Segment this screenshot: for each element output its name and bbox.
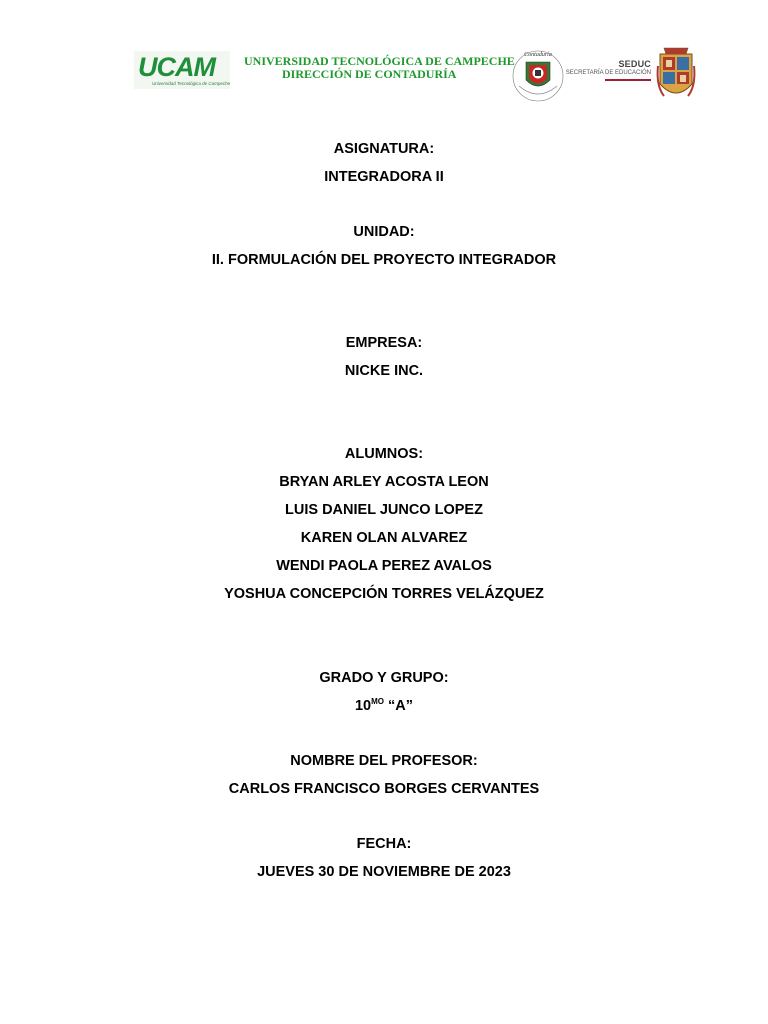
- company-value: NICKE INC.: [344, 363, 424, 379]
- subject-value: INTEGRADORA II: [324, 169, 444, 185]
- ucam-logo: [134, 51, 230, 89]
- seduc-subtitle: SECRETARÍA DE EDUCACIÓN: [565, 70, 651, 76]
- teacher-label: NOMBRE DEL PROFESOR:: [290, 753, 478, 769]
- seduc-logo: [565, 59, 651, 83]
- grade-number: 10: [354, 698, 372, 714]
- date-value: JUEVES 30 DE NOVIEMBRE DE 2023: [257, 864, 511, 880]
- document-header: [0, 0, 768, 120]
- campeche-crest-icon: [656, 46, 696, 104]
- unit-label: UNIDAD:: [353, 224, 415, 240]
- unit-value: II. FORMULACIÓN DEL PROYECTO INTEGRADOR: [211, 252, 557, 268]
- grade-group: “A”: [384, 698, 414, 714]
- subject-label: ASIGNATURA:: [333, 141, 435, 157]
- student-name: WENDI PAOLA PEREZ AVALOS: [276, 558, 492, 574]
- student-name: BRYAN ARLEY ACOSTA LEON: [279, 474, 489, 490]
- seduc-title: SEDUC: [618, 59, 651, 69]
- seduc-underline: [605, 79, 651, 81]
- university-title: [244, 54, 515, 81]
- student-name: YOSHUA CONCEPCIÓN TORRES VELÁZQUEZ: [224, 586, 544, 602]
- company-label: EMPRESA:: [345, 335, 423, 351]
- grade-label: GRADO Y GRUPO:: [319, 670, 449, 686]
- university-name: UNIVERSIDAD TECNOLÓGICA DE CAMPECHE: [244, 54, 515, 68]
- students-label: ALUMNOS:: [344, 446, 424, 462]
- department-name: DIRECCIÓN DE CONTADURÍA: [282, 67, 457, 81]
- seal-text: Contaduría: [524, 52, 552, 58]
- ucam-logo-subtext: Universidad Tecnológica de Campeche: [152, 81, 231, 86]
- ucam-logo-mark: UCAM: [138, 52, 215, 82]
- date-label: FECHA:: [356, 836, 412, 852]
- grade-value: [0, 697, 768, 715]
- student-name: LUIS DANIEL JUNCO LOPEZ: [285, 502, 483, 518]
- grade-suffix: MO: [371, 697, 385, 706]
- teacher-value: CARLOS FRANCISCO BORGES CERVANTES: [228, 781, 540, 797]
- contaduria-seal-icon: [510, 46, 566, 102]
- student-name: KAREN OLAN ALVAREZ: [300, 530, 468, 546]
